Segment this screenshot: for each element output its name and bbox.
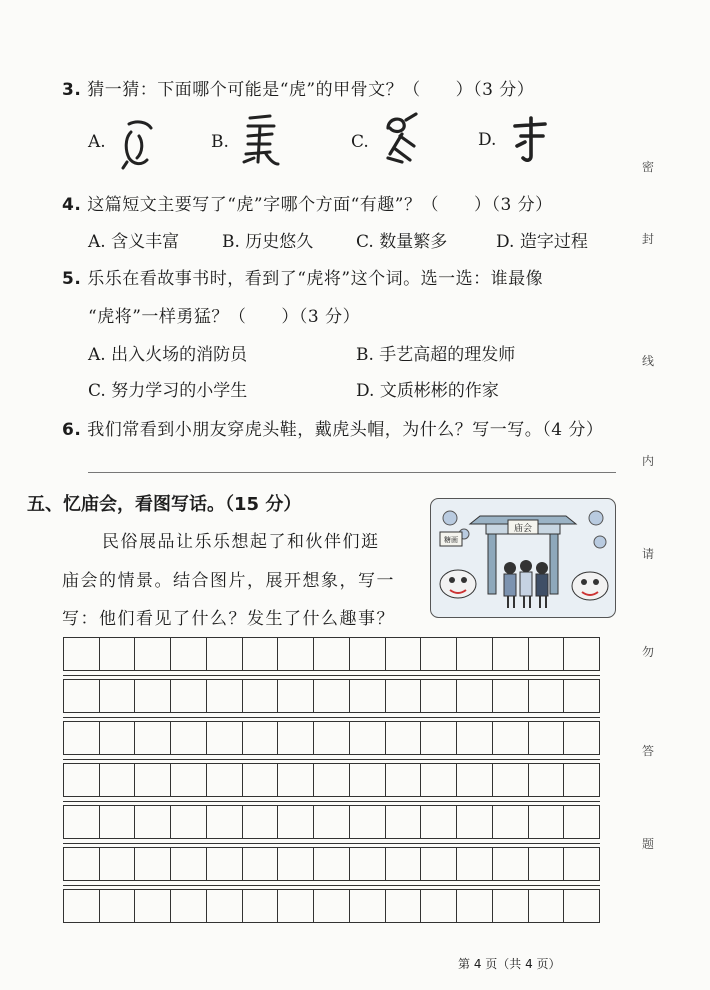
grid-cell[interactable] — [171, 848, 207, 880]
grid-cell[interactable] — [386, 806, 422, 838]
question-text-line1: 乐乐在看故事书时，看到了“虎将”这个词。选一选：谁最像 — [87, 269, 544, 289]
row-separator — [63, 839, 600, 844]
grid-row[interactable] — [63, 721, 600, 755]
grid-cell[interactable] — [207, 764, 243, 796]
grid-cell[interactable] — [243, 806, 279, 838]
grid-cell[interactable] — [207, 722, 243, 754]
grid-cell[interactable] — [350, 848, 386, 880]
grid-cell[interactable] — [64, 722, 100, 754]
grid-cell[interactable] — [100, 680, 136, 712]
oracle-glyph-a — [117, 118, 157, 170]
grid-cell[interactable] — [100, 722, 136, 754]
grid-cell[interactable] — [207, 890, 243, 922]
grid-cell[interactable] — [278, 848, 314, 880]
grid-cell[interactable] — [171, 806, 207, 838]
grid-cell[interactable] — [278, 806, 314, 838]
grid-cell[interactable] — [314, 722, 350, 754]
grid-cell[interactable] — [100, 890, 136, 922]
binding-char: 封 — [642, 232, 655, 246]
question-3 — [62, 75, 534, 100]
grid-cell[interactable] — [207, 848, 243, 880]
question-number: 4. — [62, 195, 82, 215]
binding-char: 请 — [642, 547, 655, 561]
binding-char: 密 — [642, 160, 655, 174]
grid-cell[interactable] — [529, 806, 565, 838]
grid-cell[interactable] — [100, 806, 136, 838]
grid-cell[interactable] — [493, 764, 529, 796]
q5-option-a: A. 出入火场的消防员 — [88, 345, 248, 365]
grid-cell[interactable] — [171, 890, 207, 922]
grid-cell[interactable] — [493, 680, 529, 712]
grid-cell[interactable] — [386, 638, 422, 670]
grid-cell[interactable] — [386, 764, 422, 796]
grid-cell[interactable] — [314, 806, 350, 838]
grid-cell[interactable] — [493, 638, 529, 670]
temple-fair-illustration — [430, 498, 616, 618]
q4-option-d: D. 造字过程 — [496, 232, 588, 252]
grid-cell[interactable] — [207, 680, 243, 712]
question-5 — [62, 264, 543, 289]
grid-cell[interactable] — [171, 638, 207, 670]
grid-row[interactable] — [63, 889, 600, 923]
page-footer: 第 4 页（共 4 页） — [458, 957, 561, 971]
prompt-line-3: 写：他们看见了什么？发生了什么趣事？ — [62, 609, 395, 629]
grid-cell[interactable] — [207, 806, 243, 838]
row-separator — [63, 797, 600, 802]
grid-cell[interactable] — [243, 638, 279, 670]
grid-row[interactable] — [63, 847, 600, 881]
oracle-glyph-d — [507, 112, 551, 164]
divider-line — [88, 472, 616, 473]
option-c-label: C. — [351, 132, 369, 152]
grid-cell[interactable] — [64, 764, 100, 796]
q4-option-a: A. 含义丰富 — [88, 232, 180, 252]
grid-cell[interactable] — [135, 680, 171, 712]
grid-cell[interactable] — [350, 764, 386, 796]
grid-cell[interactable] — [457, 890, 493, 922]
q4-option-b: B. 历史悠久 — [222, 232, 314, 252]
grid-cell[interactable] — [493, 722, 529, 754]
question-5-line2: “虎将”一样勇猛？（ ）（3 分） — [88, 307, 361, 327]
grid-cell[interactable] — [243, 848, 279, 880]
grid-cell[interactable] — [100, 848, 136, 880]
grid-cell[interactable] — [457, 722, 493, 754]
grid-cell[interactable] — [457, 638, 493, 670]
grid-cell[interactable] — [64, 806, 100, 838]
grid-cell[interactable] — [314, 890, 350, 922]
grid-cell[interactable] — [243, 890, 279, 922]
grid-cell[interactable] — [135, 848, 171, 880]
grid-cell[interactable] — [135, 806, 171, 838]
grid-cell[interactable] — [457, 806, 493, 838]
grid-cell[interactable] — [529, 848, 565, 880]
question-6 — [62, 415, 603, 440]
grid-cell[interactable] — [386, 848, 422, 880]
grid-cell[interactable] — [278, 680, 314, 712]
row-separator — [63, 755, 600, 760]
grid-cell[interactable] — [350, 806, 386, 838]
question-number: 3. — [62, 80, 82, 100]
grid-cell[interactable] — [243, 722, 279, 754]
grid-row[interactable] — [63, 637, 600, 671]
grid-cell[interactable] — [100, 764, 136, 796]
grid-cell[interactable] — [529, 722, 565, 754]
grid-cell[interactable] — [314, 680, 350, 712]
grid-cell[interactable] — [243, 680, 279, 712]
grid-cell[interactable] — [421, 806, 457, 838]
prompt-line-2: 庙会的情景。结合图片，展开想象，写一 — [62, 571, 395, 591]
grid-cell[interactable] — [457, 848, 493, 880]
grid-cell[interactable] — [100, 638, 136, 670]
section-title: 五、忆庙会，看图写话。（15 分） — [27, 494, 302, 515]
grid-cell[interactable] — [564, 638, 599, 670]
grid-cell[interactable] — [350, 638, 386, 670]
grid-cell[interactable] — [564, 680, 599, 712]
grid-cell[interactable] — [350, 680, 386, 712]
grid-cell[interactable] — [64, 680, 100, 712]
grid-cell[interactable] — [135, 764, 171, 796]
question-text: 这篇短文主要写了“虎”字哪个方面“有趣”？（ ）（3 分） — [87, 195, 553, 215]
grid-cell[interactable] — [135, 722, 171, 754]
grid-row[interactable] — [63, 805, 600, 839]
grid-cell[interactable] — [564, 890, 599, 922]
grid-cell[interactable] — [493, 806, 529, 838]
grid-cell[interactable] — [457, 764, 493, 796]
grid-cell[interactable] — [421, 722, 457, 754]
grid-cell[interactable] — [386, 680, 422, 712]
question-text: 我们常看到小朋友穿虎头鞋，戴虎头帽，为什么？写一写。（4 分） — [87, 420, 604, 440]
grid-cell[interactable] — [386, 890, 422, 922]
grid-cell[interactable] — [564, 764, 599, 796]
grid-cell[interactable] — [171, 764, 207, 796]
grid-cell[interactable] — [421, 848, 457, 880]
binding-char: 答 — [642, 744, 655, 758]
option-a-label: A. — [88, 132, 106, 152]
grid-cell[interactable] — [207, 638, 243, 670]
grid-cell[interactable] — [421, 680, 457, 712]
grid-cell[interactable] — [64, 848, 100, 880]
q5-option-c: C. 努力学习的小学生 — [88, 381, 248, 401]
grid-cell[interactable] — [564, 806, 599, 838]
grid-cell[interactable] — [564, 848, 599, 880]
grid-row[interactable] — [63, 763, 600, 797]
grid-cell[interactable] — [421, 764, 457, 796]
binding-char: 勿 — [642, 645, 655, 659]
binding-char: 题 — [642, 837, 655, 851]
grid-cell[interactable] — [350, 890, 386, 922]
row-separator — [63, 713, 600, 718]
grid-cell[interactable] — [278, 764, 314, 796]
grid-cell[interactable] — [278, 722, 314, 754]
grid-cell[interactable] — [493, 890, 529, 922]
grid-cell[interactable] — [529, 764, 565, 796]
grid-cell[interactable] — [314, 764, 350, 796]
question-text: 猜一猜：下面哪个可能是“虎”的甲骨文？（ ）（3 分） — [87, 80, 535, 100]
option-b-label: B. — [211, 132, 229, 152]
binding-char: 线 — [642, 354, 655, 368]
oracle-glyph-c — [380, 110, 424, 168]
grid-cell[interactable] — [421, 638, 457, 670]
option-d-label: D. — [478, 130, 497, 150]
question-number: 6. — [62, 420, 82, 440]
grid-cell[interactable] — [278, 890, 314, 922]
row-separator — [63, 671, 600, 676]
grid-cell[interactable] — [64, 638, 100, 670]
q4-option-c: C. 数量繁多 — [356, 232, 448, 252]
grid-cell[interactable] — [278, 638, 314, 670]
grid-cell[interactable] — [386, 722, 422, 754]
grid-cell[interactable] — [529, 680, 565, 712]
question-number: 5. — [62, 269, 82, 289]
prompt-line-1: 民俗展品让乐乐想起了和伙伴们逛 — [102, 532, 380, 552]
grid-cell[interactable] — [529, 890, 565, 922]
grid-cell[interactable] — [493, 848, 529, 880]
grid-cell[interactable] — [529, 638, 565, 670]
grid-cell[interactable] — [243, 764, 279, 796]
oracle-glyph-b — [240, 112, 282, 170]
grid-cell[interactable] — [314, 638, 350, 670]
q5-option-b: B. 手艺高超的理发师 — [356, 345, 516, 365]
grid-cell[interactable] — [171, 680, 207, 712]
grid-cell[interactable] — [314, 848, 350, 880]
question-4 — [62, 190, 553, 215]
grid-cell[interactable] — [457, 680, 493, 712]
grid-cell[interactable] — [421, 890, 457, 922]
grid-cell[interactable] — [171, 722, 207, 754]
q5-option-d: D. 文质彬彬的作家 — [356, 381, 499, 401]
side-sign: 糖画 — [444, 536, 458, 544]
row-separator — [63, 881, 600, 886]
gate-sign: 庙会 — [513, 524, 533, 534]
binding-char: 内 — [642, 454, 655, 468]
grid-cell[interactable] — [350, 722, 386, 754]
grid-cell[interactable] — [135, 890, 171, 922]
grid-row[interactable] — [63, 679, 600, 713]
grid-cell[interactable] — [135, 638, 171, 670]
grid-cell[interactable] — [564, 722, 599, 754]
grid-cell[interactable] — [64, 890, 100, 922]
